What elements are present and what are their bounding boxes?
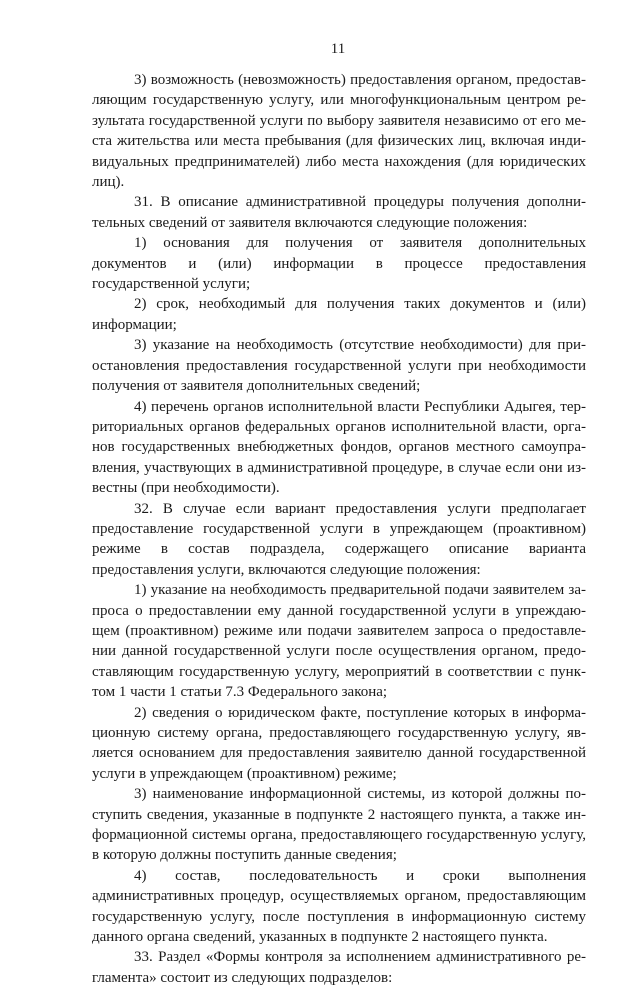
paragraph-section-31: 31. В описание административной процедуры получения дополнительных сведений от заявителя включаются следующие положения: <box>92 194 586 231</box>
paragraph-item-1-proactive-request: 1) указание на необходимость предварительной подачи заявителем запроса о предоставлении ему данной государственной услуги в упреждающем (проактивном) режиме или подачи заявителем запроса о предоставлении данной государственной услуги после осуществления органом, предоставляющим государственную услугу, мероприятий в соответствии с пунктом 1 части 1 статьи 7.3 Федерального закона; <box>92 582 586 701</box>
paragraph-item-3-result-delivery: 3) возможность (невозможность) предоставления органом, предоставляющим государственную услугу, или многофункциональным центром результата государственной услуги по выбору заявителя независимо от его места жительства или места пребывания (для физических лиц, включая индивидуальных предпринимателей) либо места нахождения (для юридических лиц). <box>92 72 586 191</box>
paragraph-item-3-suspension: 3) указание на необходимость (отсутствие необходимости) для приостановления предоставления государственной услуги при необходимости получения от заявителя дополнительных сведений; <box>92 337 586 395</box>
page-number: 11 <box>330 41 346 57</box>
paragraph-section-32: 32. В случае если вариант предоставления услуги предполагает предоставление государственной услуги в упреждающем (проактивном) режиме в состав подраздела, содержащего описание варианта предоставления услуги, включаются следующие положения: <box>92 500 586 578</box>
paragraph-item-2-term: 2) срок, необходимый для получения таких документов и (или) информации; <box>92 296 586 333</box>
paragraph-item-2-legal-fact: 2) сведения о юридическом факте, поступление которых в информационную систему органа, предоставляющего государственную услугу, является основанием для предоставления заявителю данной государственной услуги в упреждающем (проактивном) режиме; <box>92 704 586 782</box>
paragraph-item-3-information-system: 3) наименование информационной системы, из которой должны поступить сведения, указанные в подпункте 2 настоящего пункта, а также информационной системы органа, предоставляющего государственную услугу, в которую должны поступить данные сведения; <box>92 786 586 864</box>
paragraph-item-4-procedures: 4) состав, последовательность и сроки выполнения административных процедур, осуществляемых органом, предоставляющим государственную услугу, после поступления в информационную систему данного органа сведений, указанных в подпункте 2 настоящего пункта. <box>92 867 586 946</box>
paragraph-item-1-grounds: 1) основания для получения от заявителя дополнительных документов и (или) информации в процессе предоставления государственной услуги; <box>92 235 586 293</box>
paragraph-item-4-authorities: 4) перечень органов исполнительной власти Республики Адыгея, территориальных органов федеральных органов исполнительной власти, органов государственных внебюджетных фондов, органов местного самоуправления, участвующих в административной процедуре, в случае если они известны (при необходимости). <box>92 398 586 497</box>
paragraph-section-33: 33. Раздел «Формы контроля за исполнением административного регламента» состоит из следующих подразделов: <box>92 949 586 986</box>
document-body <box>92 70 586 988</box>
